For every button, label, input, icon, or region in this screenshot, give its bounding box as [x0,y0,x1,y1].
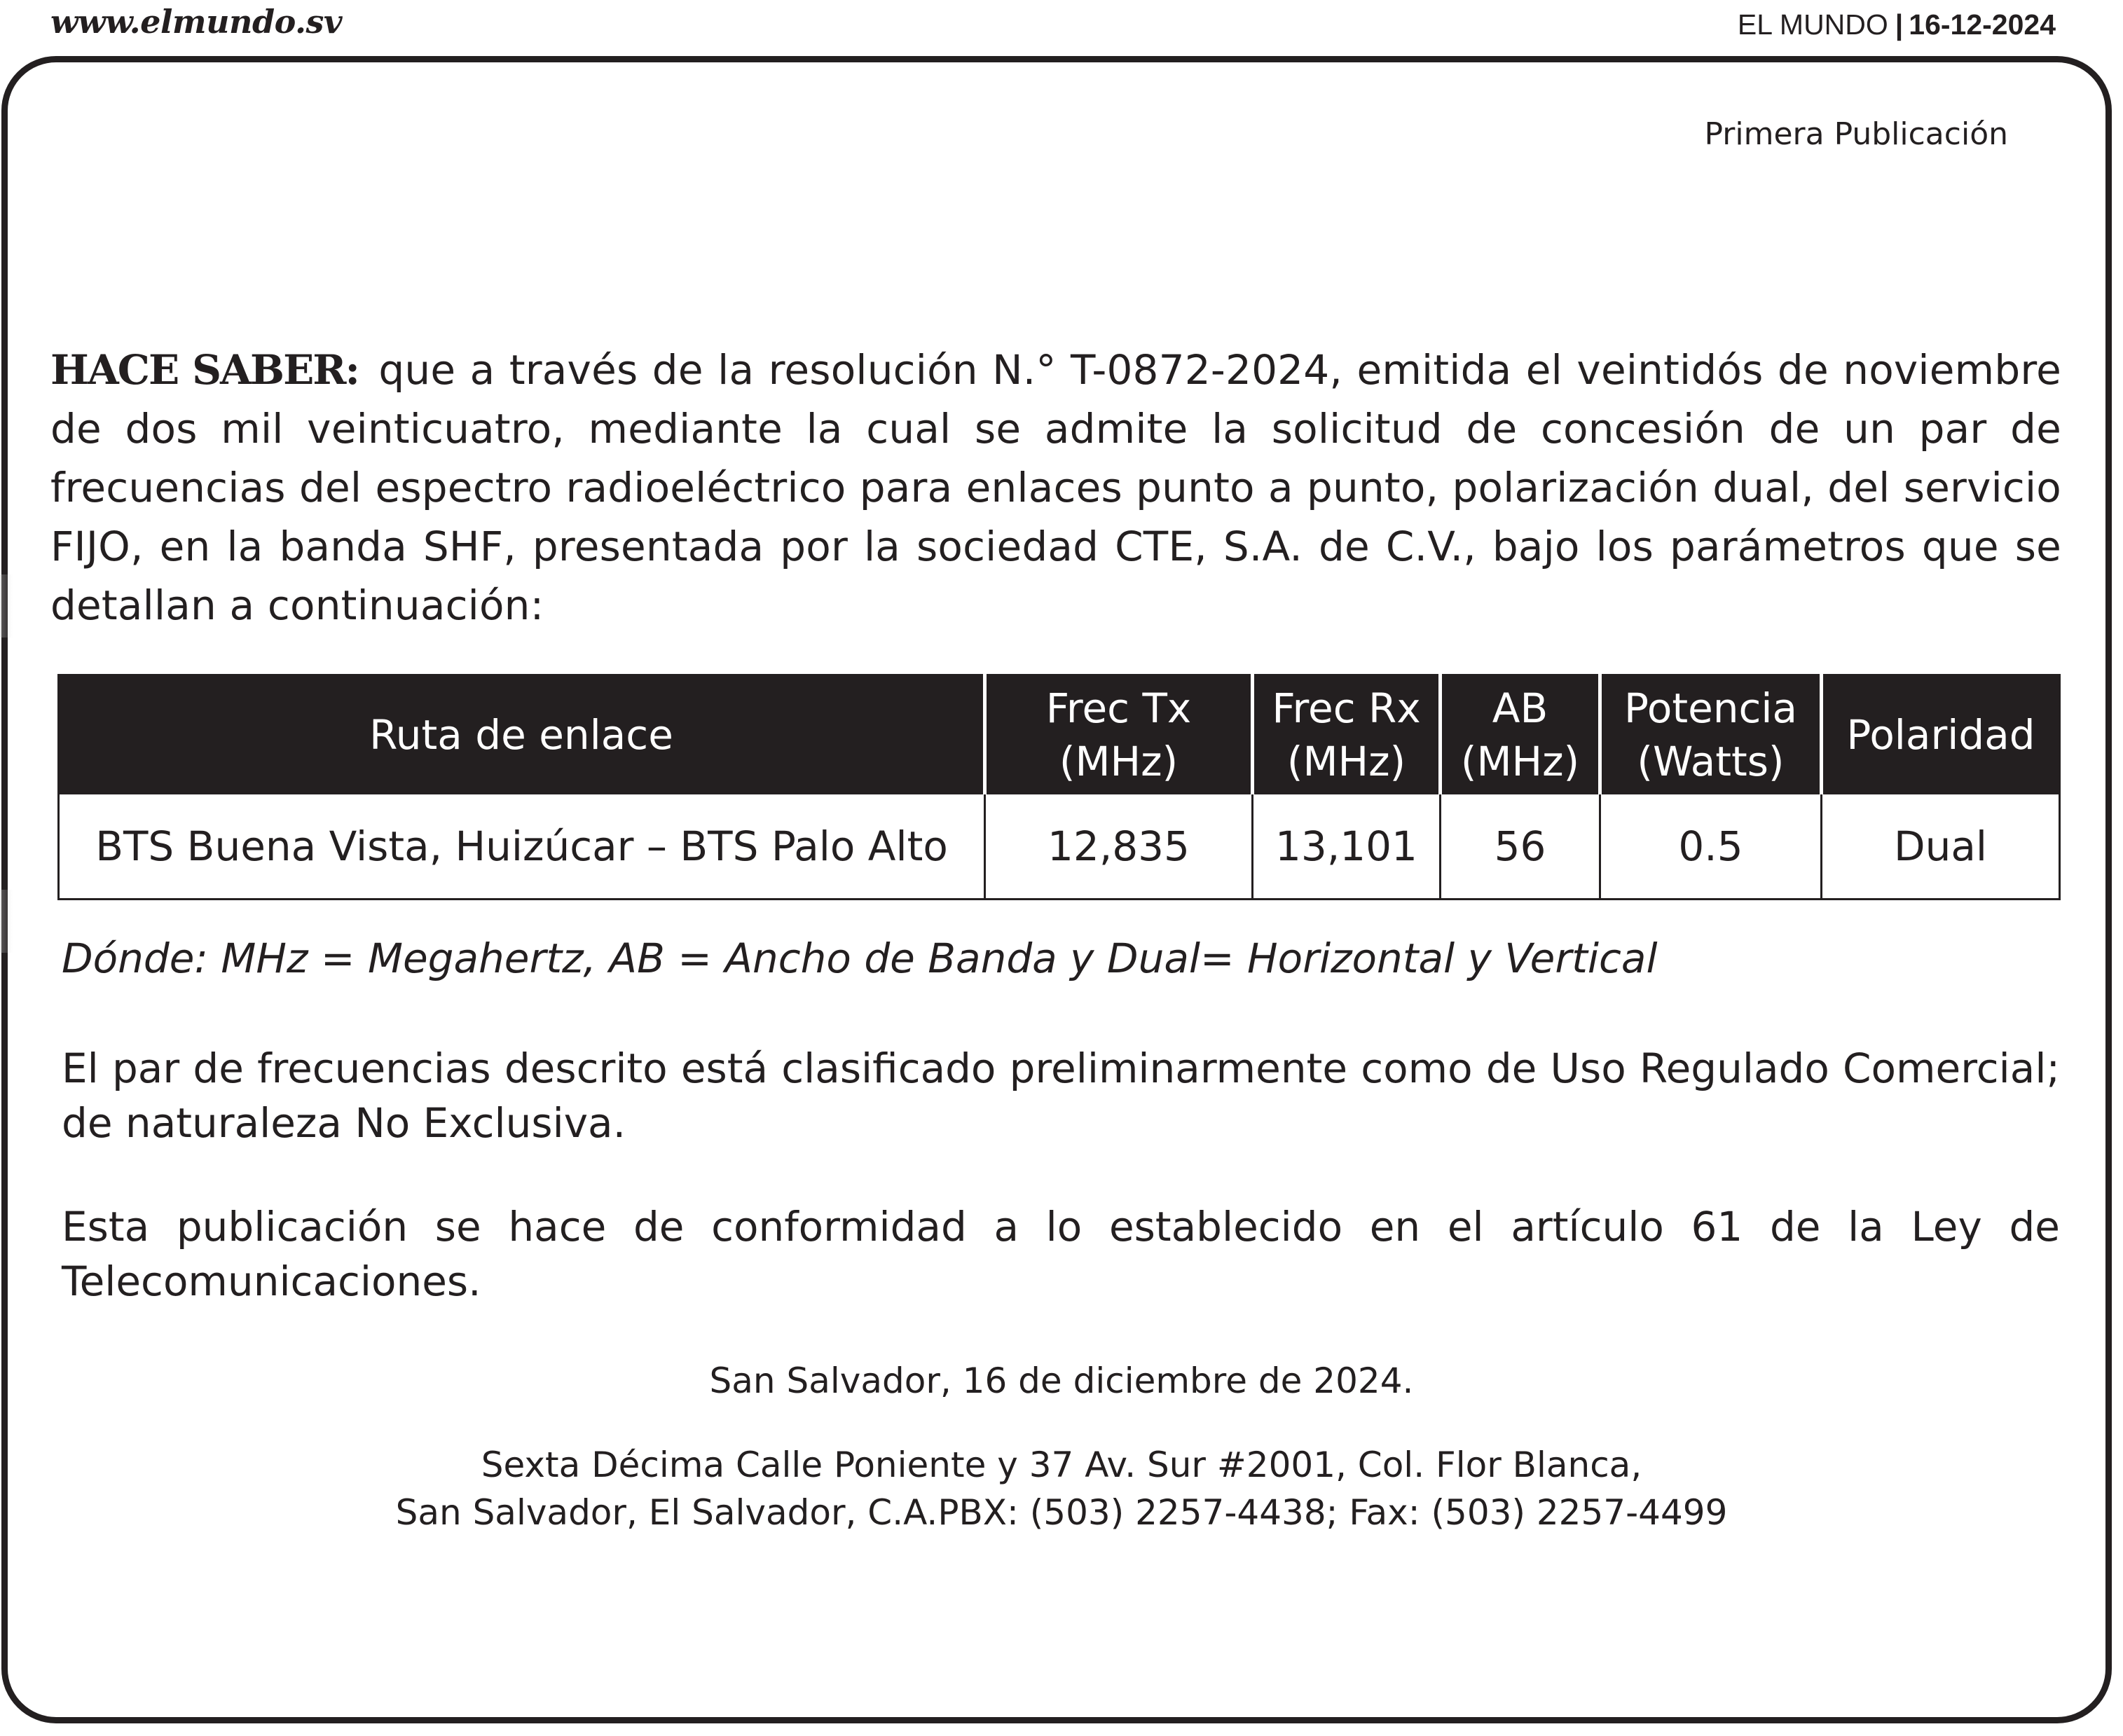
publication-tag: Primera Publicación [1704,116,2008,152]
page-edge-mark [0,890,13,953]
header-ruta: Ruta de enlace [59,676,985,794]
newspaper-header [1738,8,2056,41]
cell-frec-tx: 12,835 [985,794,1253,900]
cell-frec-rx: 13,101 [1253,794,1441,900]
cell-polaridad: Dual [1822,794,2060,900]
site-url: www.elmundo.sv [50,3,343,41]
publication-date: 16-12-2024 [1909,8,2056,41]
intro-lead: HACE SABER: [50,346,359,394]
intro-paragraph [50,340,2061,635]
classification-paragraph: El par de frecuencias descrito está clasificado preliminarmente como de Uso Regulado Comercial; de naturaleza No Exclusiva. [62,1045,2060,1147]
newspaper-name: EL MUNDO [1737,8,1888,41]
header-separator: | [1895,8,1904,41]
intro-text: que a través de la resolución N.° T-0872-2024, emitida el veintidós de noviembre de dos mil veinticuatro, mediante la cual se admite la solicitud de concesión de un par de frecuencias del espectro radioeléctrico para enlaces punto a punto, polarización dual, del servicio FIJO, en la banda SHF, presentada por la sociedad CTE, S.A. de C.V., bajo los parámetros que se detallan a continuación: [50,346,2061,629]
table-row [59,794,2060,900]
header-ab: AB (MHz) [1441,676,1600,794]
law-paragraph: Esta publicación se hace de conformidad a lo establecido en el artículo 61 de la Ley de Telecomunicaciones. [62,1203,2060,1305]
page-edge-mark [0,574,13,638]
cell-ab: 56 [1441,794,1600,900]
place-date: San Salvador, 16 de diciembre de 2024. [709,1360,1414,1401]
header-polaridad: Polaridad [1822,676,2060,794]
table-legend: Dónde: MHz = Megahertz, AB = Ancho de Banda y Dual= Horizontal y Vertical [62,935,1658,982]
header-frec-tx: Frec Tx (MHz) [985,676,1253,794]
header-frec-rx: Frec Rx (MHz) [1253,676,1441,794]
cell-potencia: 0.5 [1600,794,1822,900]
parameters-table [57,674,2061,900]
address-line-2: San Salvador, El Salvador, C.A.PBX: (503) 2257-4438; Fax: (503) 2257-4499 [395,1492,1728,1533]
address-line-1: Sexta Décima Calle Poniente y 37 Av. Sur #2001, Col. Flor Blanca, [481,1445,1642,1485]
cell-ruta: BTS Buena Vista, Huizúcar – BTS Palo Alto [59,794,985,900]
header-potencia: Potencia (Watts) [1600,676,1822,794]
table-header-row [59,676,2060,794]
